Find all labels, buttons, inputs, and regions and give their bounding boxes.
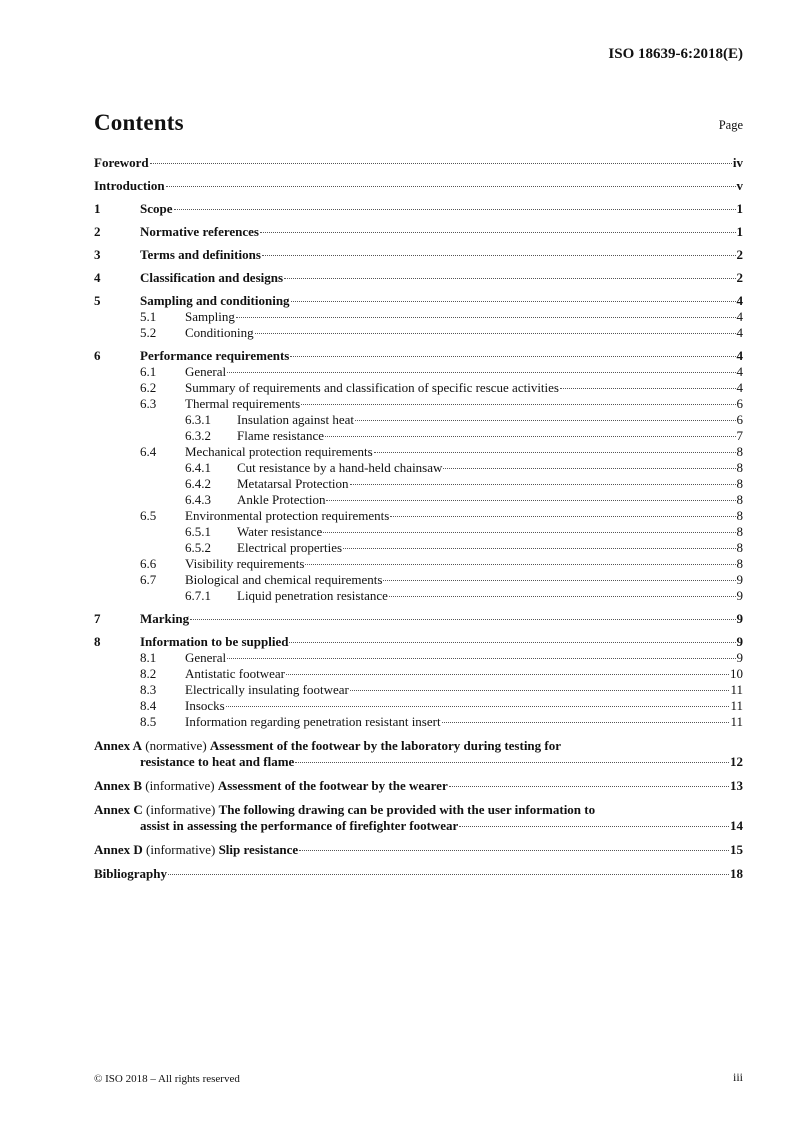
toc-entry-label: Electrically insulating footwear xyxy=(185,682,349,697)
toc-entry[interactable] xyxy=(94,666,743,682)
toc-entry-page: 2 xyxy=(736,270,743,285)
toc-entry-page: 11 xyxy=(730,698,743,713)
annex-title-cont: resistance to heat and flame xyxy=(140,754,295,769)
dot-leader xyxy=(174,208,736,210)
toc-entry-label: Sampling xyxy=(185,309,235,324)
toc-entry[interactable] xyxy=(94,348,743,364)
dot-leader xyxy=(226,705,730,707)
toc-entry[interactable] xyxy=(94,460,743,476)
toc-entry-number: 8.1 xyxy=(140,650,157,665)
toc-entry-page: 9 xyxy=(736,588,743,603)
dot-leader xyxy=(355,419,736,421)
annex-type: (informative) xyxy=(146,802,216,817)
toc-entry-page: 4 xyxy=(736,380,743,395)
toc-entry-label: Environmental protection requirements xyxy=(185,508,390,523)
toc-entry-label: Normative references xyxy=(140,224,259,239)
toc-entry[interactable] xyxy=(94,270,743,286)
dot-leader xyxy=(295,761,729,763)
toc-entry-number: 8.5 xyxy=(140,714,157,729)
bibliography-title: Bibliography xyxy=(94,866,167,881)
toc-entry[interactable] xyxy=(94,540,743,556)
dot-leader xyxy=(255,332,736,334)
toc-entry-label: Sampling and conditioning xyxy=(140,293,290,308)
toc-entry-label: General xyxy=(185,650,227,665)
footer-copyright: © ISO 2018 – All rights reserved xyxy=(94,1073,240,1085)
toc-entry-number: 2 xyxy=(94,224,101,239)
toc-entry-label: Mechanical protection requirements xyxy=(185,444,373,459)
table-of-contents xyxy=(94,155,743,882)
toc-entry[interactable] xyxy=(94,492,743,508)
dot-leader xyxy=(560,387,736,389)
toc-entry-page: 4 xyxy=(736,293,743,308)
dot-leader xyxy=(190,618,735,620)
toc-entry[interactable] xyxy=(94,444,743,460)
toc-entry-number: 6.7 xyxy=(140,572,157,587)
footer-page-number: iii xyxy=(732,1070,743,1084)
toc-annex-d[interactable] xyxy=(94,842,743,858)
toc-entry-page: 8 xyxy=(736,556,743,571)
toc-entry-number: 6 xyxy=(94,348,101,363)
annex-title: Assessment of the footwear by the laboratory during testing for xyxy=(209,738,562,753)
toc-entry-label: Visibility requirements xyxy=(185,556,305,571)
toc-entry[interactable] xyxy=(94,611,743,627)
dot-leader xyxy=(350,689,730,691)
toc-entry-label: Water resistance xyxy=(237,524,323,539)
toc-entry[interactable] xyxy=(94,428,743,444)
annex-title: Assessment of the footwear by the wearer xyxy=(217,778,448,793)
toc-entry[interactable] xyxy=(94,309,743,325)
annex-title-cont: assist in assessing the performance of firefighter footwear xyxy=(140,818,459,833)
toc-entry-number: 6.2 xyxy=(140,380,157,395)
toc-entry-page: 8 xyxy=(736,508,743,523)
toc-entry-label: Antistatic footwear xyxy=(185,666,285,681)
toc-entry-page: 4 xyxy=(736,309,743,324)
toc-entry-page: 10 xyxy=(730,666,743,681)
toc-entry[interactable] xyxy=(94,201,743,217)
toc-entry-number: 6.4 xyxy=(140,444,157,459)
toc-entry-number: 5 xyxy=(94,293,101,308)
toc-entry[interactable] xyxy=(94,155,743,171)
toc-entry-label: Insocks xyxy=(185,698,225,713)
bibliography-page: 18 xyxy=(730,866,743,881)
dot-leader xyxy=(227,371,735,373)
toc-entry-number: 1 xyxy=(94,201,101,216)
toc-entry-page: 7 xyxy=(736,428,743,443)
annex-title: The following drawing can be provided with the user information to xyxy=(218,802,596,817)
toc-entry-label: Thermal requirements xyxy=(185,396,301,411)
toc-entry-number: 5.2 xyxy=(140,325,157,340)
toc-entry-label: Liquid penetration resistance xyxy=(237,588,388,603)
toc-entry-page: 1 xyxy=(736,201,743,216)
toc-entry-label: Metatarsal Protection xyxy=(237,476,349,491)
toc-entry-page: 1 xyxy=(736,224,743,239)
annex-type: (informative) xyxy=(145,778,215,793)
toc-entry-label: Information regarding penetration resistant insert xyxy=(185,714,441,729)
toc-entry-number: 6.4.3 xyxy=(185,492,211,507)
toc-entry-number: 6.7.1 xyxy=(185,588,211,603)
toc-entry-page: 8 xyxy=(736,460,743,475)
toc-entry-page: 8 xyxy=(736,476,743,491)
dot-leader xyxy=(350,483,736,485)
dot-leader xyxy=(343,547,735,549)
dot-leader xyxy=(390,515,735,517)
toc-entry-number: 6.4.1 xyxy=(185,460,211,475)
toc-entry-page: iv xyxy=(732,155,743,170)
toc-entry[interactable] xyxy=(94,682,743,698)
toc-entry[interactable] xyxy=(94,325,743,341)
toc-entry[interactable] xyxy=(94,714,743,730)
toc-entry-label: Classification and designs xyxy=(140,270,284,285)
toc-entry-page: 9 xyxy=(736,611,743,626)
toc-entry-label: General xyxy=(185,364,227,379)
dot-leader xyxy=(305,563,735,565)
toc-entry-number: 6.5.1 xyxy=(185,524,211,539)
toc-entry-number: 6.5 xyxy=(140,508,157,523)
page-title: Contents xyxy=(94,110,184,135)
toc-entry-page: 8 xyxy=(736,524,743,539)
toc-entry-page: 11 xyxy=(730,682,743,697)
toc-entry[interactable] xyxy=(94,396,743,412)
toc-entry-number: 6.1 xyxy=(140,364,157,379)
toc-entry-number: 6.3 xyxy=(140,396,157,411)
toc-entry-label: Electrical properties xyxy=(237,540,343,555)
toc-entry-page: 2 xyxy=(736,247,743,262)
dot-leader xyxy=(383,579,735,581)
toc-entry-page: 6 xyxy=(736,396,743,411)
dot-leader xyxy=(389,595,736,597)
dot-leader xyxy=(374,451,736,453)
toc-entry-page: 6 xyxy=(736,412,743,427)
toc-entry-label: Scope xyxy=(140,201,173,216)
dot-leader xyxy=(299,849,729,851)
dot-leader xyxy=(284,277,735,279)
toc-entry-number: 6.4.2 xyxy=(185,476,211,491)
toc-entry-label: Marking xyxy=(140,611,190,626)
toc-entry-number: 6.5.2 xyxy=(185,540,211,555)
toc-entry[interactable] xyxy=(94,556,743,572)
toc-entry[interactable] xyxy=(94,364,743,380)
toc-entry[interactable] xyxy=(94,224,743,240)
toc-entry-label: Summary of requirements and classification of specific rescue activities xyxy=(185,380,559,395)
toc-entry-page: 8 xyxy=(736,492,743,507)
toc-entry[interactable] xyxy=(94,293,743,309)
annex-prefix: Annex A xyxy=(94,738,143,753)
toc-annex-a[interactable] xyxy=(94,738,743,770)
dot-leader xyxy=(442,721,730,723)
toc-entry[interactable] xyxy=(94,588,743,604)
annex-page: 12 xyxy=(730,754,743,769)
page-column-label: Page xyxy=(718,118,743,132)
dot-leader xyxy=(166,185,736,187)
toc-annex-c[interactable] xyxy=(94,802,743,834)
toc-entry-number: 5.1 xyxy=(140,309,157,324)
toc-entry-label: Cut resistance by a hand-held chainsaw xyxy=(237,460,443,475)
toc-entry-number: 8.3 xyxy=(140,682,157,697)
dot-leader xyxy=(326,499,735,501)
annex-prefix: Annex B xyxy=(94,778,143,793)
toc-entry-label: Insulation against heat xyxy=(237,412,354,427)
toc-entry-number: 3 xyxy=(94,247,101,262)
toc-entry-label: Ankle Protection xyxy=(237,492,326,507)
document-identifier: ISO 18639-6:2018(E) xyxy=(608,46,743,62)
toc-entry-label: Foreword xyxy=(94,155,149,170)
dot-leader xyxy=(150,162,732,164)
toc-entry[interactable] xyxy=(94,572,743,588)
dot-leader xyxy=(227,657,735,659)
annex-type: (normative) xyxy=(145,738,207,753)
toc-entry[interactable] xyxy=(94,380,743,396)
toc-entry-label: Performance requirements xyxy=(140,348,290,363)
toc-entry-page: 8 xyxy=(736,540,743,555)
toc-entry[interactable] xyxy=(94,508,743,524)
toc-entry-page: 4 xyxy=(736,325,743,340)
toc-entry-page: 4 xyxy=(736,364,743,379)
toc-entry-page: 4 xyxy=(736,348,743,363)
toc-entry[interactable] xyxy=(94,247,743,263)
toc-entry-number: 7 xyxy=(94,611,101,626)
dot-leader xyxy=(289,641,735,643)
toc-entry[interactable] xyxy=(94,634,743,650)
annex-prefix: Annex D xyxy=(94,842,143,857)
dot-leader xyxy=(290,355,735,357)
dot-leader xyxy=(301,403,735,405)
dot-leader xyxy=(262,254,736,256)
dot-leader xyxy=(325,435,736,437)
dot-leader xyxy=(168,873,729,875)
toc-entry-page: 11 xyxy=(730,714,743,729)
toc-entry-page: 8 xyxy=(736,444,743,459)
toc-entry-label: Flame resistance xyxy=(237,428,324,443)
dot-leader xyxy=(291,300,736,302)
annex-title: Slip resistance xyxy=(218,842,299,857)
toc-entry-label: Introduction xyxy=(94,178,165,193)
dot-leader xyxy=(443,467,735,469)
toc-entry[interactable] xyxy=(94,524,743,540)
toc-entry-page: 9 xyxy=(736,572,743,587)
toc-bibliography[interactable] xyxy=(94,866,743,882)
toc-annex-b[interactable] xyxy=(94,778,743,794)
dot-leader xyxy=(459,825,729,827)
toc-entry-page: v xyxy=(736,178,743,193)
toc-entry[interactable] xyxy=(94,178,743,194)
annex-type: (informative) xyxy=(146,842,216,857)
toc-entry-label: Biological and chemical requirements xyxy=(185,572,383,587)
dot-leader xyxy=(449,785,729,787)
toc-entry-number: 6.3.2 xyxy=(185,428,211,443)
annex-page: 15 xyxy=(730,842,743,857)
toc-entry-label: Information to be supplied xyxy=(140,634,289,649)
dot-leader xyxy=(323,531,735,533)
dot-leader xyxy=(260,231,736,233)
toc-entry-label: Terms and definitions xyxy=(140,247,261,262)
toc-entry[interactable] xyxy=(94,476,743,492)
toc-entry-label: Conditioning xyxy=(185,325,254,340)
toc-entry-number: 6.3.1 xyxy=(185,412,211,427)
toc-entry-number: 6.6 xyxy=(140,556,157,571)
toc-entry[interactable] xyxy=(94,412,743,428)
toc-entry-number: 8 xyxy=(94,634,101,649)
dot-leader xyxy=(286,673,729,675)
toc-entry-number: 8.2 xyxy=(140,666,157,681)
annex-page: 14 xyxy=(730,818,743,833)
toc-entry-page: 9 xyxy=(736,634,743,649)
toc-entry[interactable] xyxy=(94,698,743,714)
toc-entry-number: 4 xyxy=(94,270,101,285)
toc-entry[interactable] xyxy=(94,650,743,666)
toc-entry-page: 9 xyxy=(736,650,743,665)
annex-prefix: Annex C xyxy=(94,802,143,817)
annex-page: 13 xyxy=(730,778,743,793)
dot-leader xyxy=(236,316,736,318)
toc-entry-number: 8.4 xyxy=(140,698,157,713)
